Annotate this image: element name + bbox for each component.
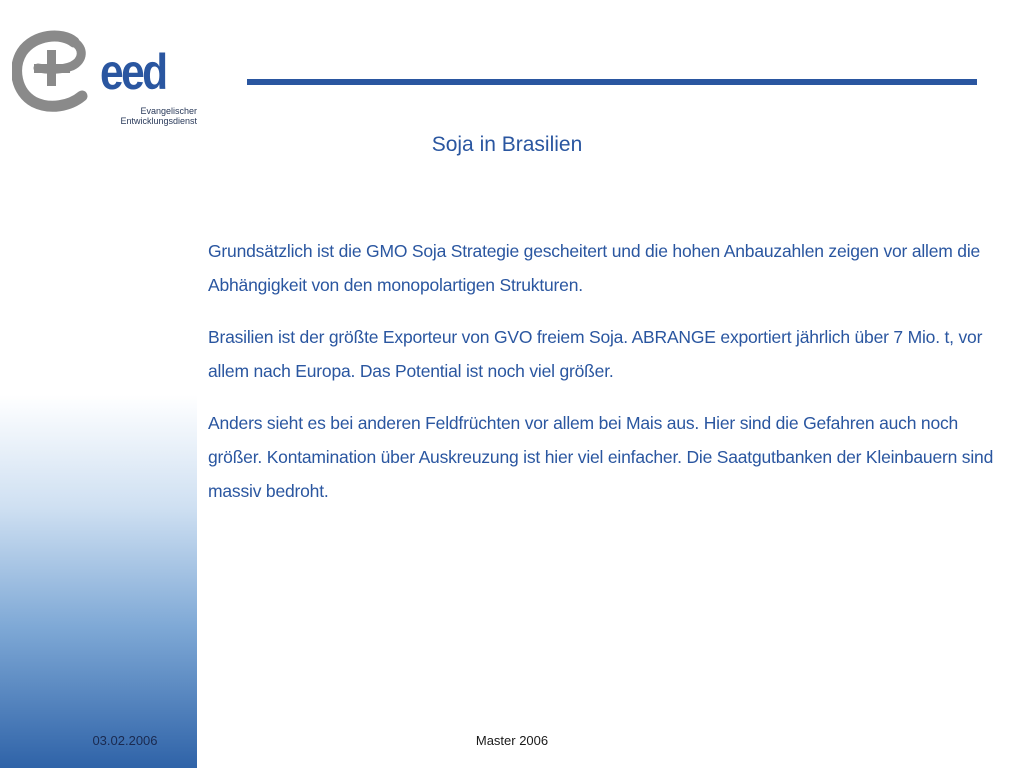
- header-rule: [247, 79, 977, 85]
- logo-subtitle-line2: Entwicklungsdienst: [120, 116, 197, 126]
- body-paragraph: Brasilien ist der größte Exporteur von GVO freiem Soja. ABRANGE exportiert jährlich über 7 Mio. t, vor allem nach Europa. Das Potential ist noch viel größer.: [208, 327, 983, 381]
- slide-title: Soja in Brasilien: [431, 133, 583, 156]
- logo-subtitle-line1: Evangelischer: [140, 106, 197, 116]
- slide-body: [208, 234, 998, 526]
- footer-date: 03.02.2006: [92, 733, 158, 748]
- eed-cross-mark-icon: [12, 30, 102, 112]
- footer-center-text: Master 2006: [475, 733, 549, 748]
- logo-wordmark: eed: [100, 44, 166, 100]
- body-paragraph: Anders sieht es bei anderen Feldfrüchten vor allem bei Mais aus. Hier sind die Gefahren auch noch größer. Kontamination über Auskreuzung ist hier viel einfacher. Die Saatgutbanken der Kleinbauern sind massiv bedroht.: [208, 413, 994, 501]
- eed-logo: [12, 30, 197, 126]
- side-gradient-decoration: [0, 395, 197, 768]
- body-paragraph: Grundsätzlich ist die GMO Soja Strategie gescheitert und die hohen Anbauzahlen zeigen vor allem die Abhängigkeit von den monopolartigen Strukturen.: [208, 241, 981, 295]
- logo-subtitle: [117, 106, 197, 126]
